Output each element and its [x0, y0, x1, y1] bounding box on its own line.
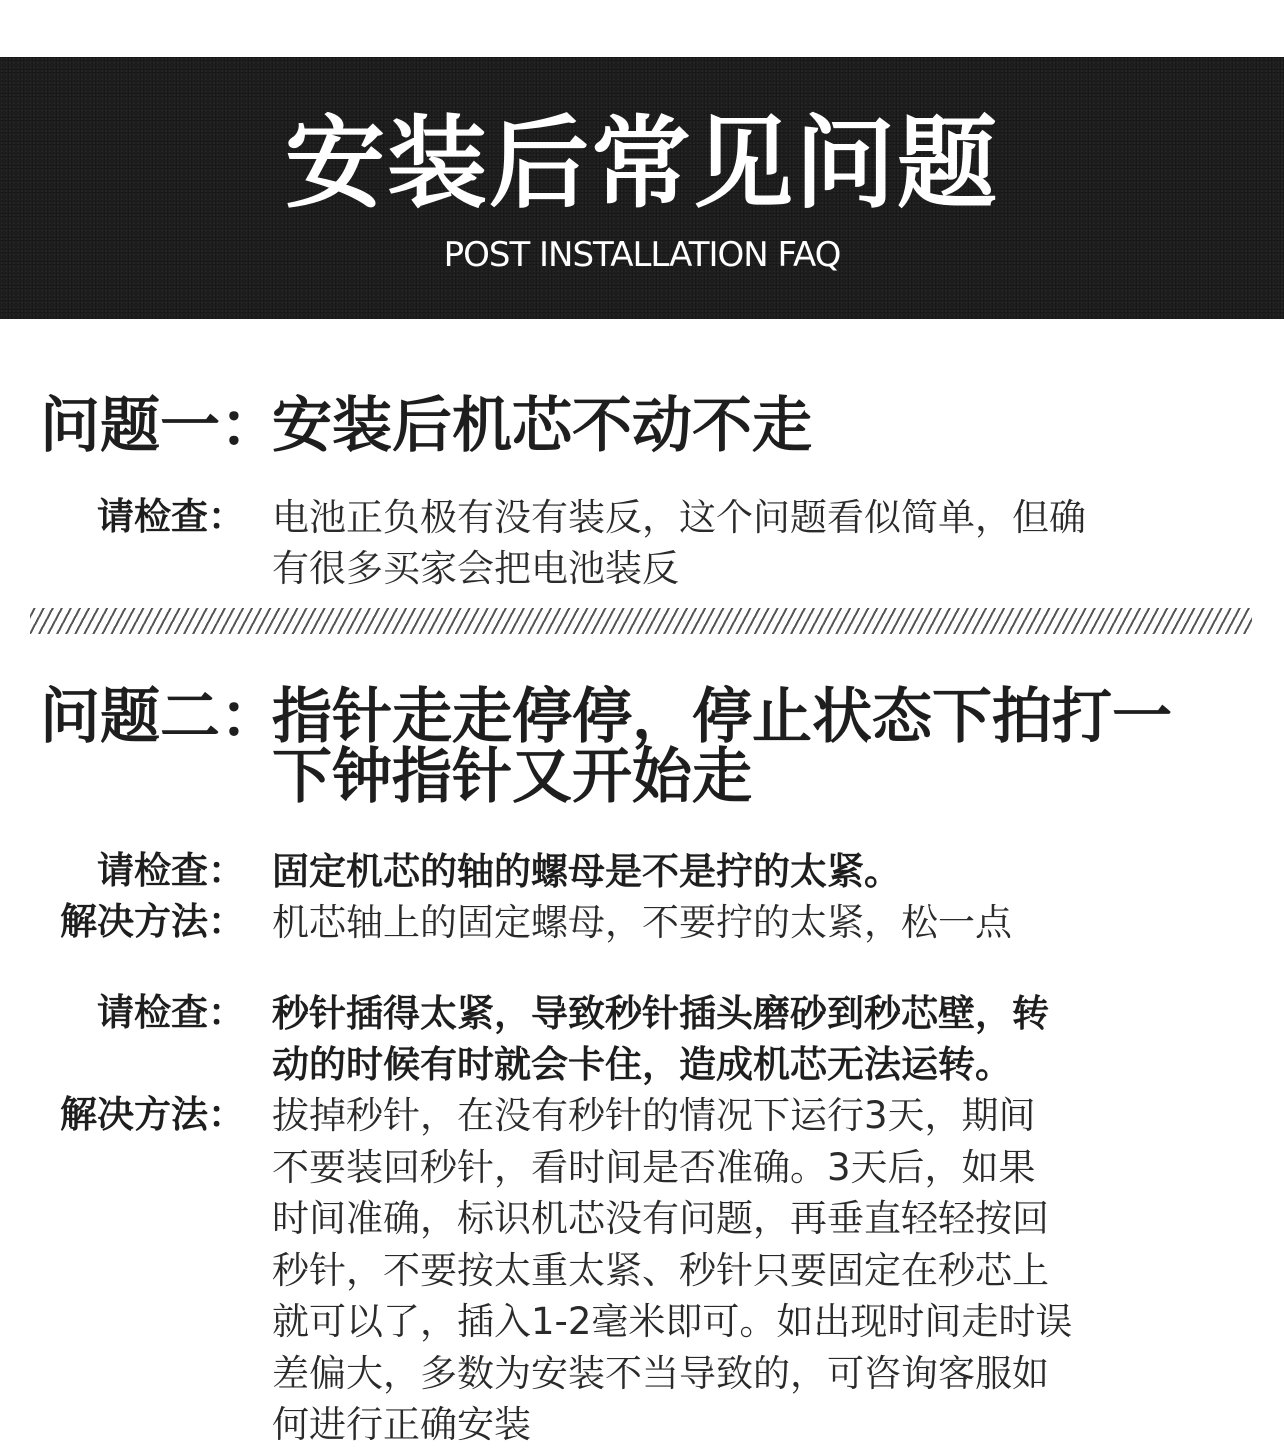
question-2-check-2-line: 动的时候有时就会卡住，造成机芯无法运转。 — [272, 1043, 1012, 1086]
question-2-title-line: 指针走走停停，停止状态下拍打一 — [272, 682, 1172, 752]
page-title: 安装后常见问题 — [285, 105, 999, 222]
question-2-solve-1-label: 解决方法： — [60, 900, 245, 943]
question-2-title-line: 下钟指针又开始走 — [272, 742, 752, 812]
page-subtitle: POST INSTALLATION FAQ — [443, 235, 841, 275]
question-2-solve-1-text — [272, 897, 1232, 948]
question-2-check-1-label: 请检查： — [97, 849, 245, 892]
question-2-label: 问题二： — [40, 682, 280, 752]
question-2-check-2-label: 请检查： — [97, 991, 245, 1034]
question-2-solve-2-line: 秒针，不要按太重太紧、秒针只要固定在秒芯上 — [272, 1248, 1049, 1292]
question-2-check-1-line: 固定机芯的轴的螺母是不是拧的太紧。 — [272, 850, 901, 893]
question-2-check-2-text — [272, 988, 1232, 1090]
question-2-solve-2-label: 解决方法： — [60, 1093, 245, 1136]
question-2-solve-2-line: 拔掉秒针，在没有秒针的情况下运行3天，期间 — [272, 1094, 1036, 1137]
question-2-check-2-line: 秒针插得太紧，导致秒针插头磨砂到秒芯壁，转 — [272, 992, 1049, 1035]
question-2-solve-2-line: 何进行正确安装 — [272, 1403, 531, 1446]
question-1-check-line: 电池正负极有没有装反，这个问题看似简单，但确 — [272, 496, 1086, 539]
question-2-solve-2-line: 不要装回秒针，看时间是否准确。3天后，如果 — [272, 1145, 1036, 1189]
question-2-solve-2-line: 差偏大，多数为安装不当导致的，可咨询客服如 — [272, 1351, 1049, 1395]
question-2-check-1-text — [272, 846, 1232, 897]
question-1-check-label: 请检查： — [97, 495, 245, 538]
question-2-solve-2-line: 时间准确，标识机芯没有问题，再垂直轻轻按回 — [272, 1197, 1049, 1240]
hatched-divider — [30, 608, 1252, 634]
question-2-solve-2-line: 就可以了，插入1-2毫米即可。如出现时间走时误 — [272, 1300, 1073, 1343]
question-1-label: 问题一： — [40, 391, 280, 461]
question-2-solve-2-text — [272, 1090, 1232, 1451]
question-1-check-line: 有很多买家会把电池装反 — [272, 547, 679, 590]
question-1-check-text — [272, 492, 1232, 594]
question-1-title: 安装后机芯不动不走 — [272, 391, 812, 461]
question-2-solve-1-line: 机芯轴上的固定螺母，不要拧的太紧，松一点 — [272, 901, 1012, 944]
